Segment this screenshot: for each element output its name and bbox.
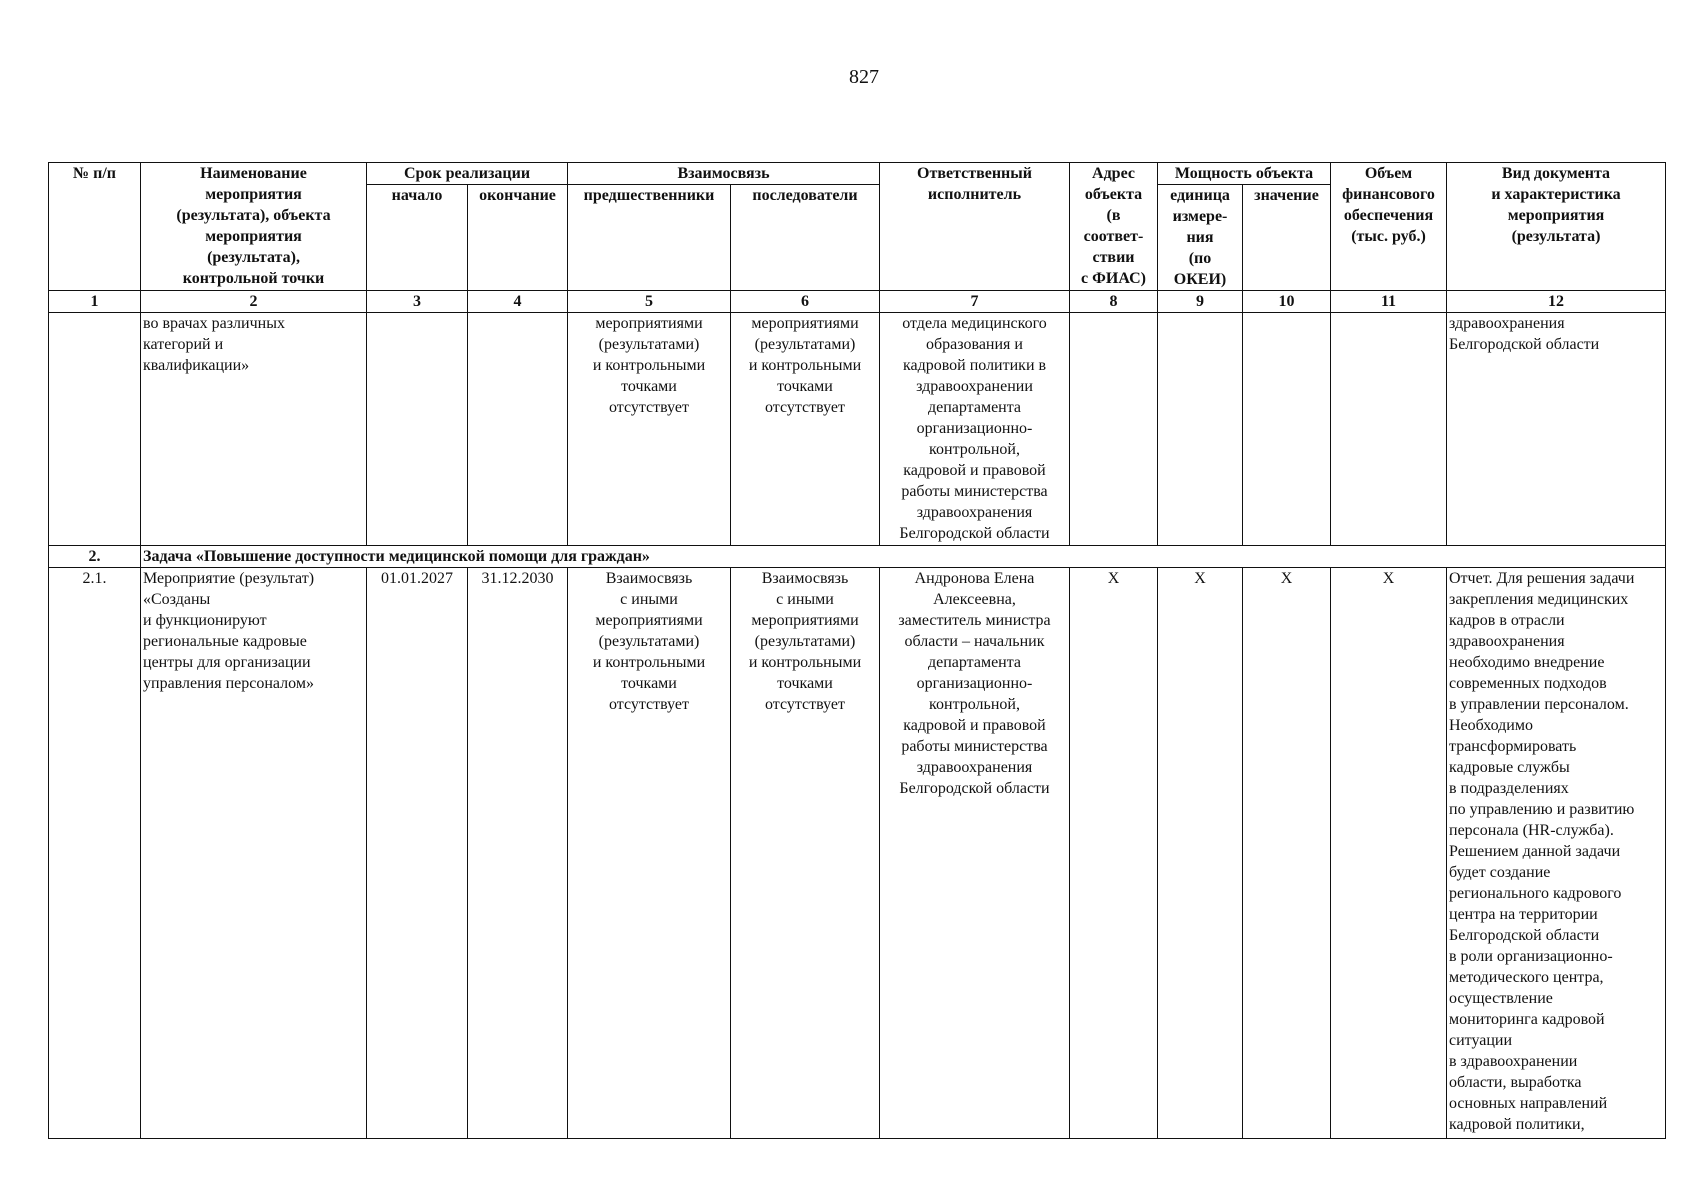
cell-number: 2.1.	[49, 568, 141, 1139]
cell-document-type: здравоохранения Белгородской области	[1447, 313, 1666, 546]
header-start: начало	[367, 185, 468, 291]
cell-name: во врачах различных категорий и квалификации»	[141, 313, 367, 546]
task-title: Задача «Повышение доступности медицинской помощи для граждан»	[141, 546, 1666, 568]
task-number: 2.	[49, 546, 141, 568]
column-number: 5	[568, 291, 731, 313]
column-number: 11	[1331, 291, 1447, 313]
column-number: 1	[49, 291, 141, 313]
header-funding: Объем финансового обеспечения (тыс. руб.)	[1331, 163, 1447, 291]
header-predecessors: предшественники	[568, 185, 731, 291]
column-number: 10	[1243, 291, 1331, 313]
column-number: 9	[1158, 291, 1243, 313]
table-header	[49, 163, 1666, 313]
column-number: 6	[731, 291, 880, 313]
header-address: Адрес объекта (в соответ- ствии с ФИАС)	[1070, 163, 1158, 291]
header-responsible: Ответственный исполнитель	[880, 163, 1070, 291]
cell-start: 01.01.2027	[367, 568, 468, 1139]
header-relationship: Взаимосвязь	[568, 163, 880, 185]
cell-number	[49, 313, 141, 546]
header-capacity: Мощность объекта	[1158, 163, 1331, 185]
header-end: окончание	[468, 185, 568, 291]
cell-name: Мероприятие (результат) «Созданы и функционируют региональные кадровые центры для организации управления персоналом»	[141, 568, 367, 1139]
cell-unit: Х	[1158, 568, 1243, 1139]
cell-successors: Взаимосвязь с иными мероприятиями (результатами) и контрольными точками отсутствует	[731, 568, 880, 1139]
header-number: № п/п	[49, 163, 141, 291]
table-row	[49, 313, 1666, 546]
header-name: Наименование мероприятия (результата), объекта мероприятия (результата), контрольной точки	[141, 163, 367, 291]
header-term: Срок реализации	[367, 163, 568, 185]
cell-start	[367, 313, 468, 546]
cell-predecessors: Взаимосвязь с иными мероприятиями (результатами) и контрольными точками отсутствует	[568, 568, 731, 1139]
task-row	[49, 546, 1666, 568]
cell-predecessors: мероприятиями (результатами) и контрольными точками отсутствует	[568, 313, 731, 546]
cell-value	[1243, 313, 1331, 546]
cell-address: Х	[1070, 568, 1158, 1139]
cell-end: 31.12.2030	[468, 568, 568, 1139]
cell-funding	[1331, 313, 1447, 546]
column-number: 3	[367, 291, 468, 313]
cell-value: Х	[1243, 568, 1331, 1139]
column-number: 4	[468, 291, 568, 313]
header-document-type: Вид документа и характеристика мероприятия (результата)	[1447, 163, 1666, 291]
table-row	[49, 568, 1666, 1139]
cell-unit	[1158, 313, 1243, 546]
column-number: 12	[1447, 291, 1666, 313]
column-number: 7	[880, 291, 1070, 313]
cell-responsible: Андронова Елена Алексеевна, заместитель министра области – начальник департамента организационно- контрольной, кадровой и правовой работы министерства здравоохранения Белгородской области	[880, 568, 1070, 1139]
cell-responsible: отдела медицинского образования и кадровой политики в здравоохранении департамента организационно- контрольной, кадровой и правовой работы министерства здравоохранения Белгородской области	[880, 313, 1070, 546]
column-number: 2	[141, 291, 367, 313]
column-number: 8	[1070, 291, 1158, 313]
page-number: 827	[849, 66, 879, 88]
activities-table	[48, 162, 1666, 1139]
cell-document-type: Отчет. Для решения задачи закрепления медицинских кадров в отрасли здравоохранения необходимо внедрение современных подходов в управлении персоналом. Необходимо трансформировать кадровые службы в подразделениях по управлению и развитию персонала (HR-служба). Решением данной задачи будет создание регионального кадрового центра на территории Белгородской области в роли организационно- методического центра, осуществление мониторинга кадровой ситуации в здравоохранении области, выработка основных направлений кадровой политики,	[1447, 568, 1666, 1139]
header-value: значение	[1243, 185, 1331, 291]
cell-funding: Х	[1331, 568, 1447, 1139]
cell-successors: мероприятиями (результатами) и контрольными точками отсутствует	[731, 313, 880, 546]
header-unit: единица измере- ния (по ОКЕИ)	[1158, 185, 1243, 291]
column-numbers-row	[49, 291, 1666, 313]
cell-address	[1070, 313, 1158, 546]
cell-end	[468, 313, 568, 546]
header-successors: последователи	[731, 185, 880, 291]
